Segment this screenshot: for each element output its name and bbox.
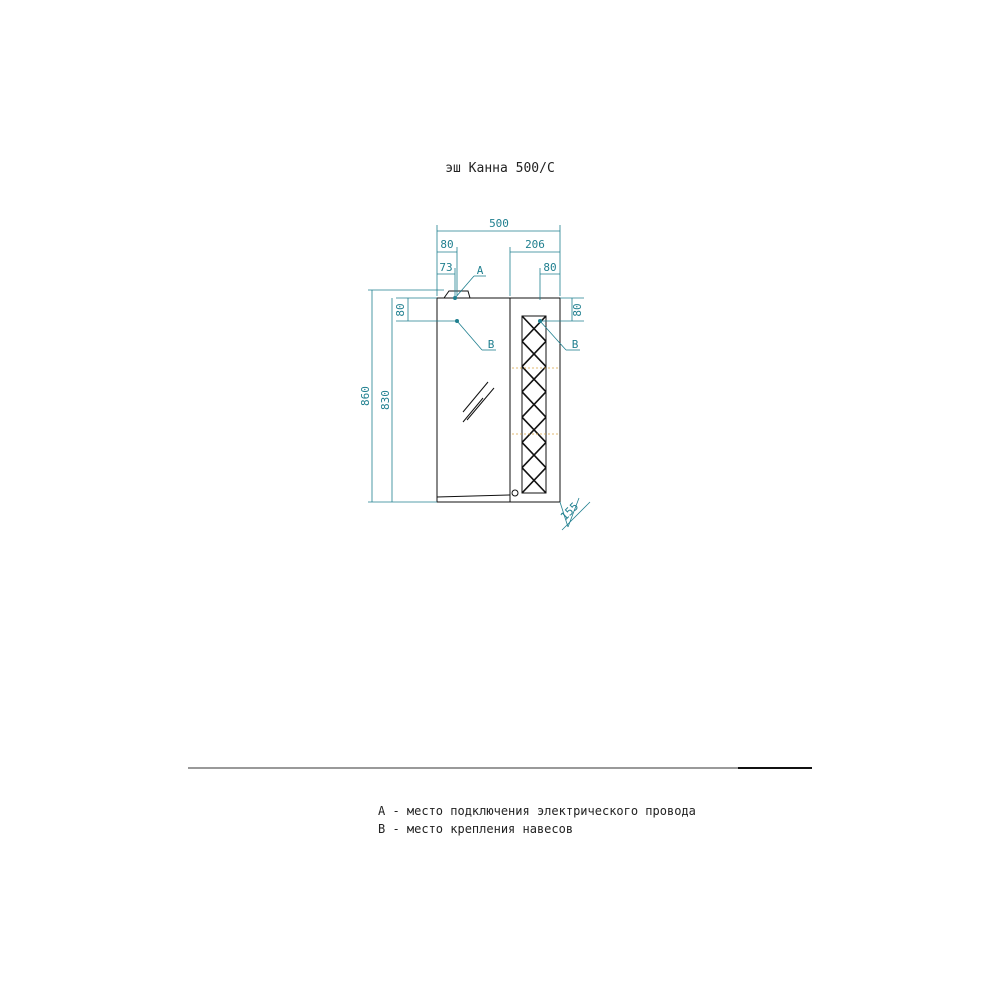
- dim-total-height: 860: [359, 386, 372, 406]
- marker-a-label: A: [476, 264, 484, 277]
- dim-connection-offset: 73: [439, 261, 453, 274]
- marker-b-left-label: B: [487, 338, 495, 351]
- dimension-lines: [359, 217, 590, 530]
- legend-line-b: В - место крепления навесов: [378, 822, 574, 836]
- dim-overall-width: 500: [489, 217, 509, 230]
- lattice-pattern: [522, 316, 546, 493]
- dim-depth: 155: [557, 499, 582, 524]
- dim-right-offset: 80: [543, 261, 557, 274]
- door-handle: [512, 490, 518, 496]
- mirror-glare-line-3: [463, 398, 483, 422]
- drawing-title: эш Канна 500/С: [445, 161, 555, 176]
- dim-right-section: 206: [525, 238, 545, 251]
- mirror-bottom-shelf: [437, 495, 510, 502]
- marker-b-right-label: B: [571, 338, 579, 351]
- dim-body-height: 830: [379, 390, 392, 410]
- mirror-glare-line-2: [467, 388, 494, 420]
- dim-right-height-offset: 80: [571, 303, 584, 317]
- legend: [378, 802, 696, 838]
- dim-left-offset: 80: [440, 238, 454, 251]
- legend-line-a: А - место подключения электрического провода: [378, 804, 696, 818]
- dim-left-height-offset: 80: [394, 303, 407, 317]
